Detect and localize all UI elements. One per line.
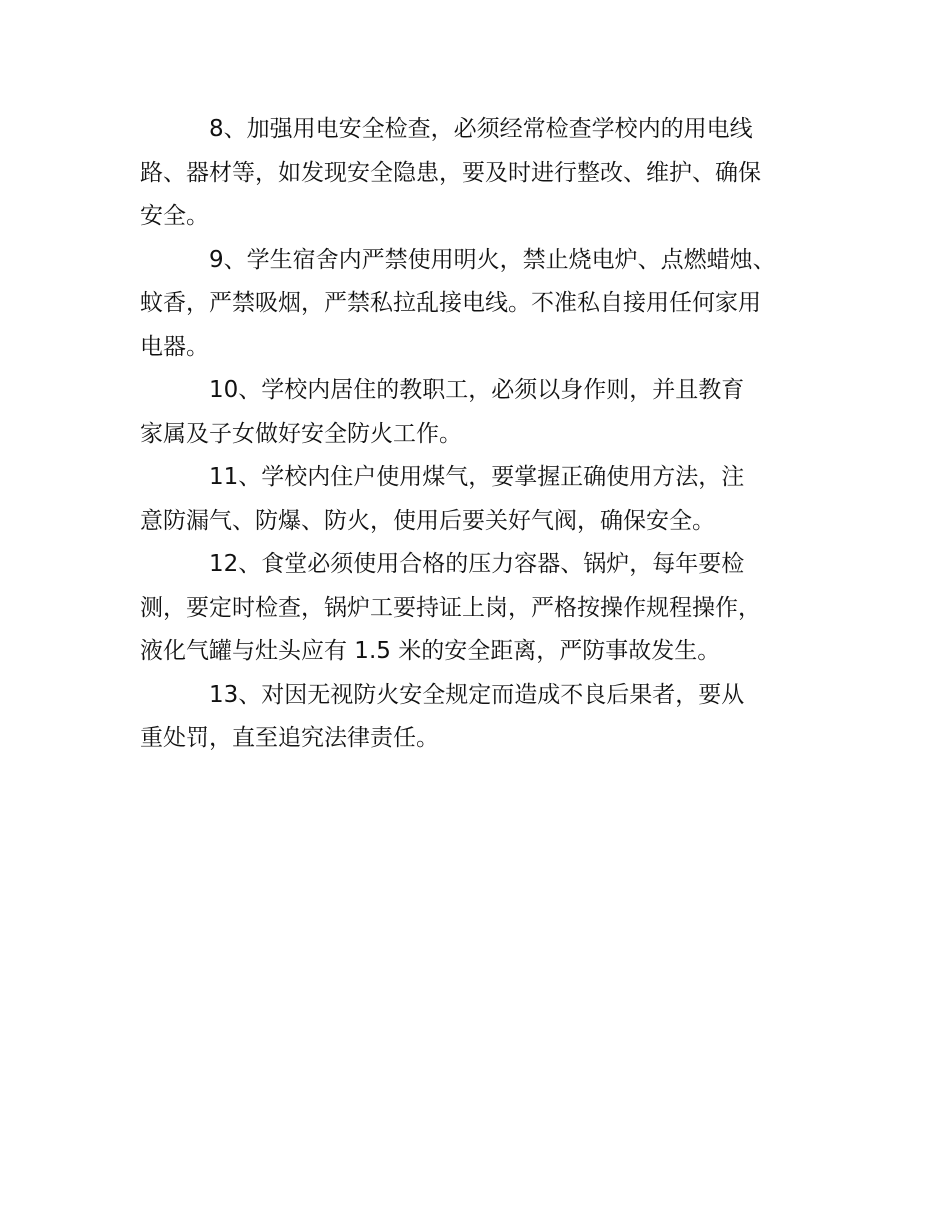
paragraph-line: 电器。 [140, 333, 209, 360]
paragraph-11 [140, 456, 812, 543]
paragraph-line: 测，要定时检查，锅炉工要持证上岗，严格按操作规程操作， [140, 594, 761, 621]
paragraph-line: 13、对因无视防火安全规定而造成不良后果者，要从 [209, 681, 745, 708]
paragraph-line: 10、学校内居住的教职工，必须以身作则，并且教育 [209, 377, 745, 403]
paragraph-line: 家属及子女做好安全防火工作。 [140, 420, 462, 447]
document-body [140, 108, 812, 761]
paragraph-line: 重处罚，直至追究法律责任。 [140, 725, 439, 751]
paragraph-line: 12、食堂必须使用合格的压力容器、锅炉，每年要检 [209, 551, 745, 577]
paragraph-line: 安全。 [140, 203, 209, 229]
paragraph-line: 意防漏气、防爆、防火，使用后要关好气阀，确保安全。 [140, 507, 715, 534]
paragraph-9 [140, 239, 812, 370]
paragraph-line: 11、学校内住户使用煤气，要掌握正确使用方法，注 [209, 464, 745, 490]
paragraph-line: 液化气罐与灶头应有 1.5 米的安全距离，严防事故发生。 [140, 638, 721, 664]
paragraph-line: 路、器材等，如发现安全隐患，要及时进行整改、维护、确保 [140, 159, 761, 186]
paragraph-10 [140, 369, 812, 456]
paragraph-12 [140, 543, 812, 674]
paragraph-13 [140, 674, 812, 761]
paragraph-line: 蚊香，严禁吸烟，严禁私拉乱接电线。不准私自接用任何家用 [140, 290, 761, 316]
paragraph-line: 8、加强用电安全检查，必须经常检查学校内的用电线 [209, 116, 753, 142]
paragraph-line: 9、学生宿舍内严禁使用明火，禁止烧电炉、点燃蜡烛、 [209, 246, 776, 273]
paragraph-8 [140, 108, 812, 239]
